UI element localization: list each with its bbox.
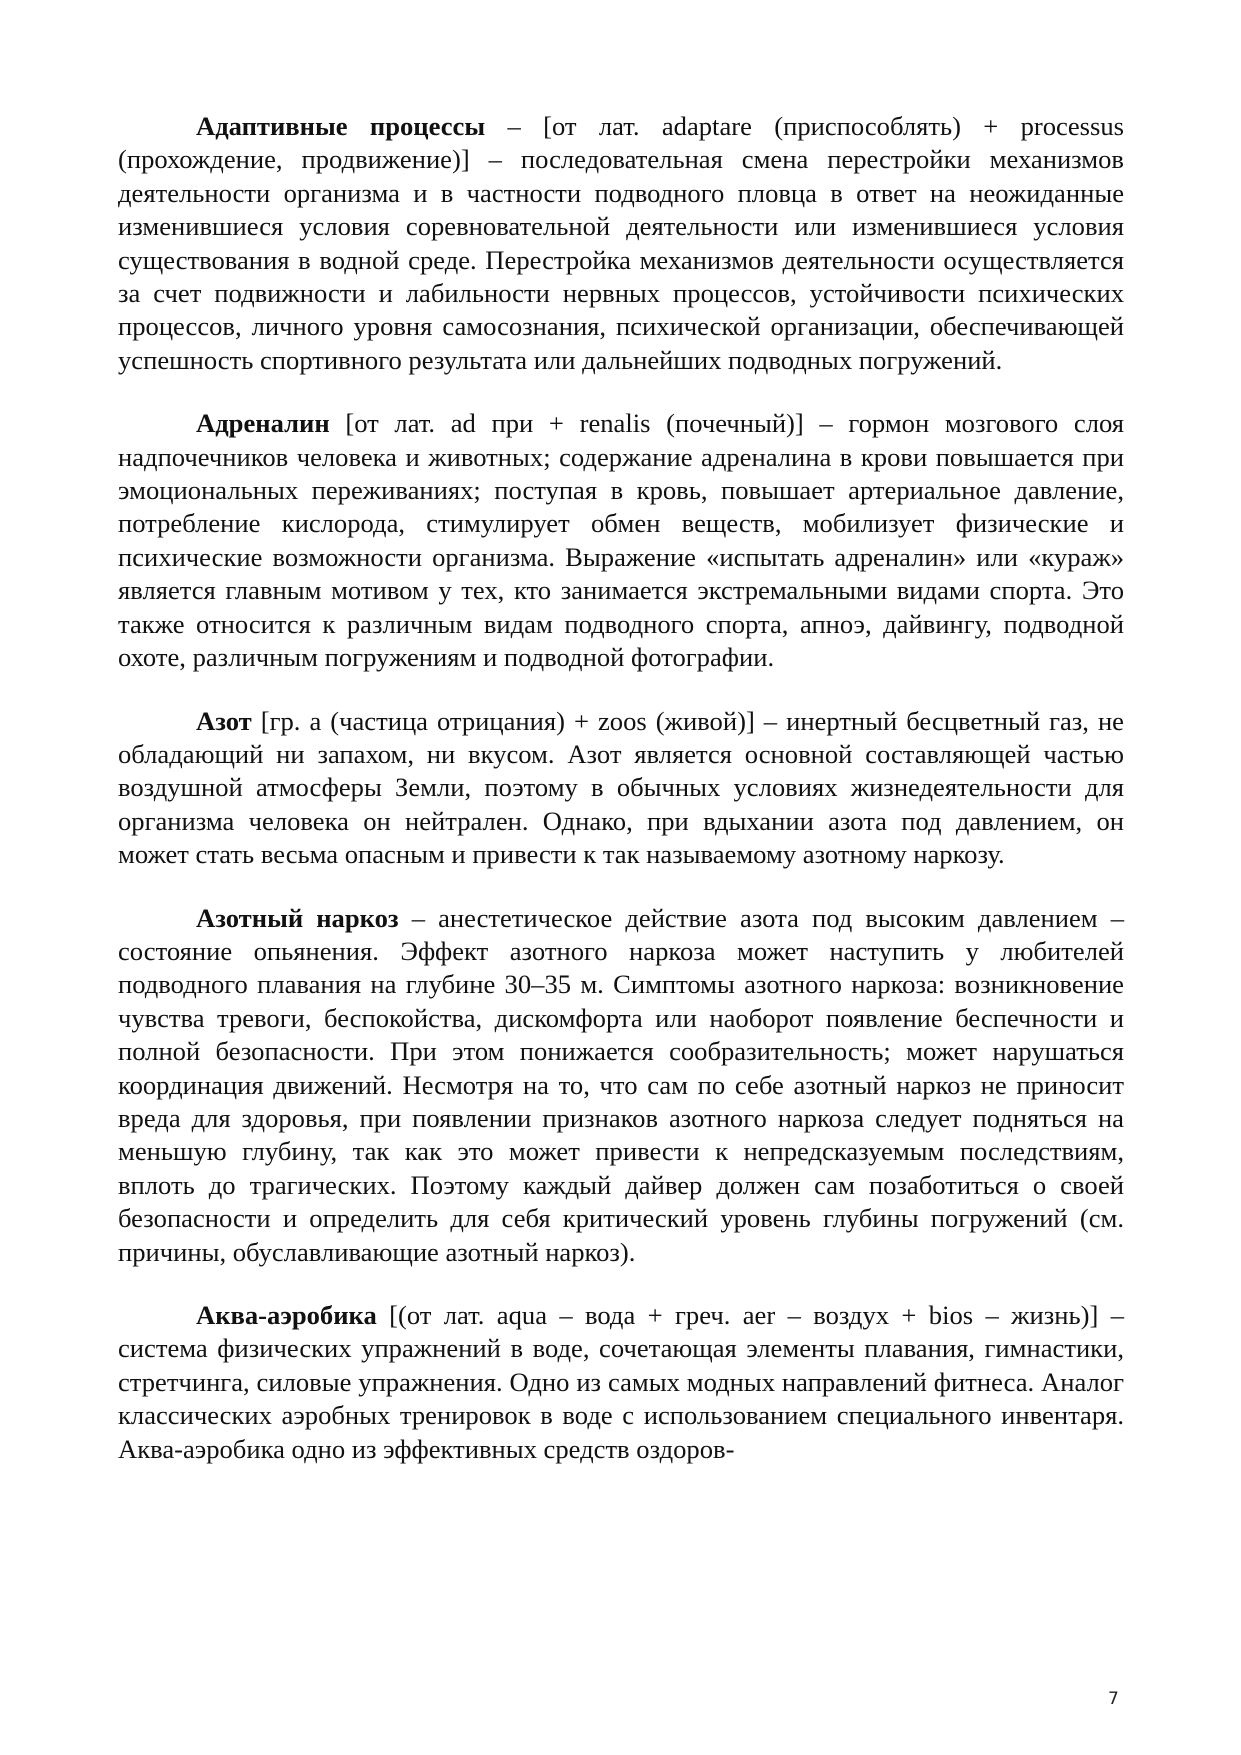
entry-adaptive-processes (118, 110, 1124, 377)
entry-term: Азот (196, 705, 252, 736)
entry-term: Адаптивные процессы (196, 111, 486, 141)
entry-adrenaline (118, 407, 1124, 674)
entry-nitrogen (118, 705, 1124, 872)
entry-term: Аква-аэробика (196, 1300, 377, 1330)
entry-nitrogen-narcosis (118, 902, 1124, 1269)
entry-definition: [от лат. ad при + renalis (почечный)] – гормон мозгового слоя надпочечников человека и животных; содержание адреналина в крови повышается при эмоциональных переживаниях; поступая в кровь, повышает артериальное давление, потребление кислорода, стимулирует обмен веществ, мобилизует физические и психические возможности организма. Выражение «испытать адреналин» или «кураж» является главным мотивом у тех, кто занимается экстремальными видами спорта. Это также относится к различным видам подводного спорта, апноэ, дайвингу, подводной охоте, различным погружениям и подводной фотографии. (118, 408, 1124, 673)
entry-definition: [(от лат. aqua – вода + греч. aer – воздух + bios – жизнь)] – система физических упражнений в воде, сочетающая элементы плавания, гимнастики, стретчинга, силовые упражнения. Одно из самых модных направлений фитнеса. Аналог классических аэробных тренировок в воде с использованием специального инвентаря. Аква-аэробика одно из эффективных средств оздоров- (118, 1300, 1124, 1464)
entry-definition: [гр. а (частица отрицания) + zoos (живой)] – инертный бесцветный газ, не обладающий ни запахом, ни вкусом. Азот является основной составляющей частью воздушной атмосферы Земли, поэтому в обычных условиях жизнедеятельности для организма человека он нейтрален. Однако, при вдыхании азота под давлением, он может стать весьма опасным и привести к так называемому азотному наркозу. (118, 705, 1124, 870)
entry-definition: – анестетическое действие азота под высоким давлением – состояние опьянения. Эффект азотного наркоза может наступить у любителей подводного плавания на глубине 30–35 м. Симптомы азотного наркоза: возникновение чувства тревоги, беспокойства, дискомфорта или наоборот появление беспечности и полной безопасности. При этом понижается сообразительность; может нарушаться координация движений. Несмотря на то, что сам по себе азотный наркоз не приносит вреда для здоровья, при появлении признаков азотного наркоза следует подняться на меньшую глубину, так как это может привести к непредсказуемым последствиям, вплоть до трагических. Поэтому каждый дайвер должен сам позаботиться о своей безопасности и определить для себя критический уровень глубины погружений (см. причины, обуславливающие азотный наркоз). (118, 902, 1124, 1267)
page-number: 7 (1108, 1689, 1119, 1709)
entry-term: Адреналин (196, 408, 330, 439)
entry-definition: – [от лат. adaptare (приспособлять) + processus (прохождение, продвижение)] – последовательная смена перестройки механизмов деятельности организма и в частности подводного пловца в ответ на неожиданные изменившиеся условия соревновательной деятельности или изменившиеся условия существования в водной среде. Перестройка механизмов деятельности осуществляется за счет подвижности и лабильности нервных процессов, устойчивости психических процессов, личного уровня самосознания, психической организации, обеспечивающей успешность спортивного результата или дальнейших подводных погружений. (118, 111, 1124, 375)
entry-term: Азотный наркоз (196, 902, 399, 933)
document-page (118, 110, 1124, 1496)
entry-aqua-aerobics (118, 1299, 1124, 1466)
